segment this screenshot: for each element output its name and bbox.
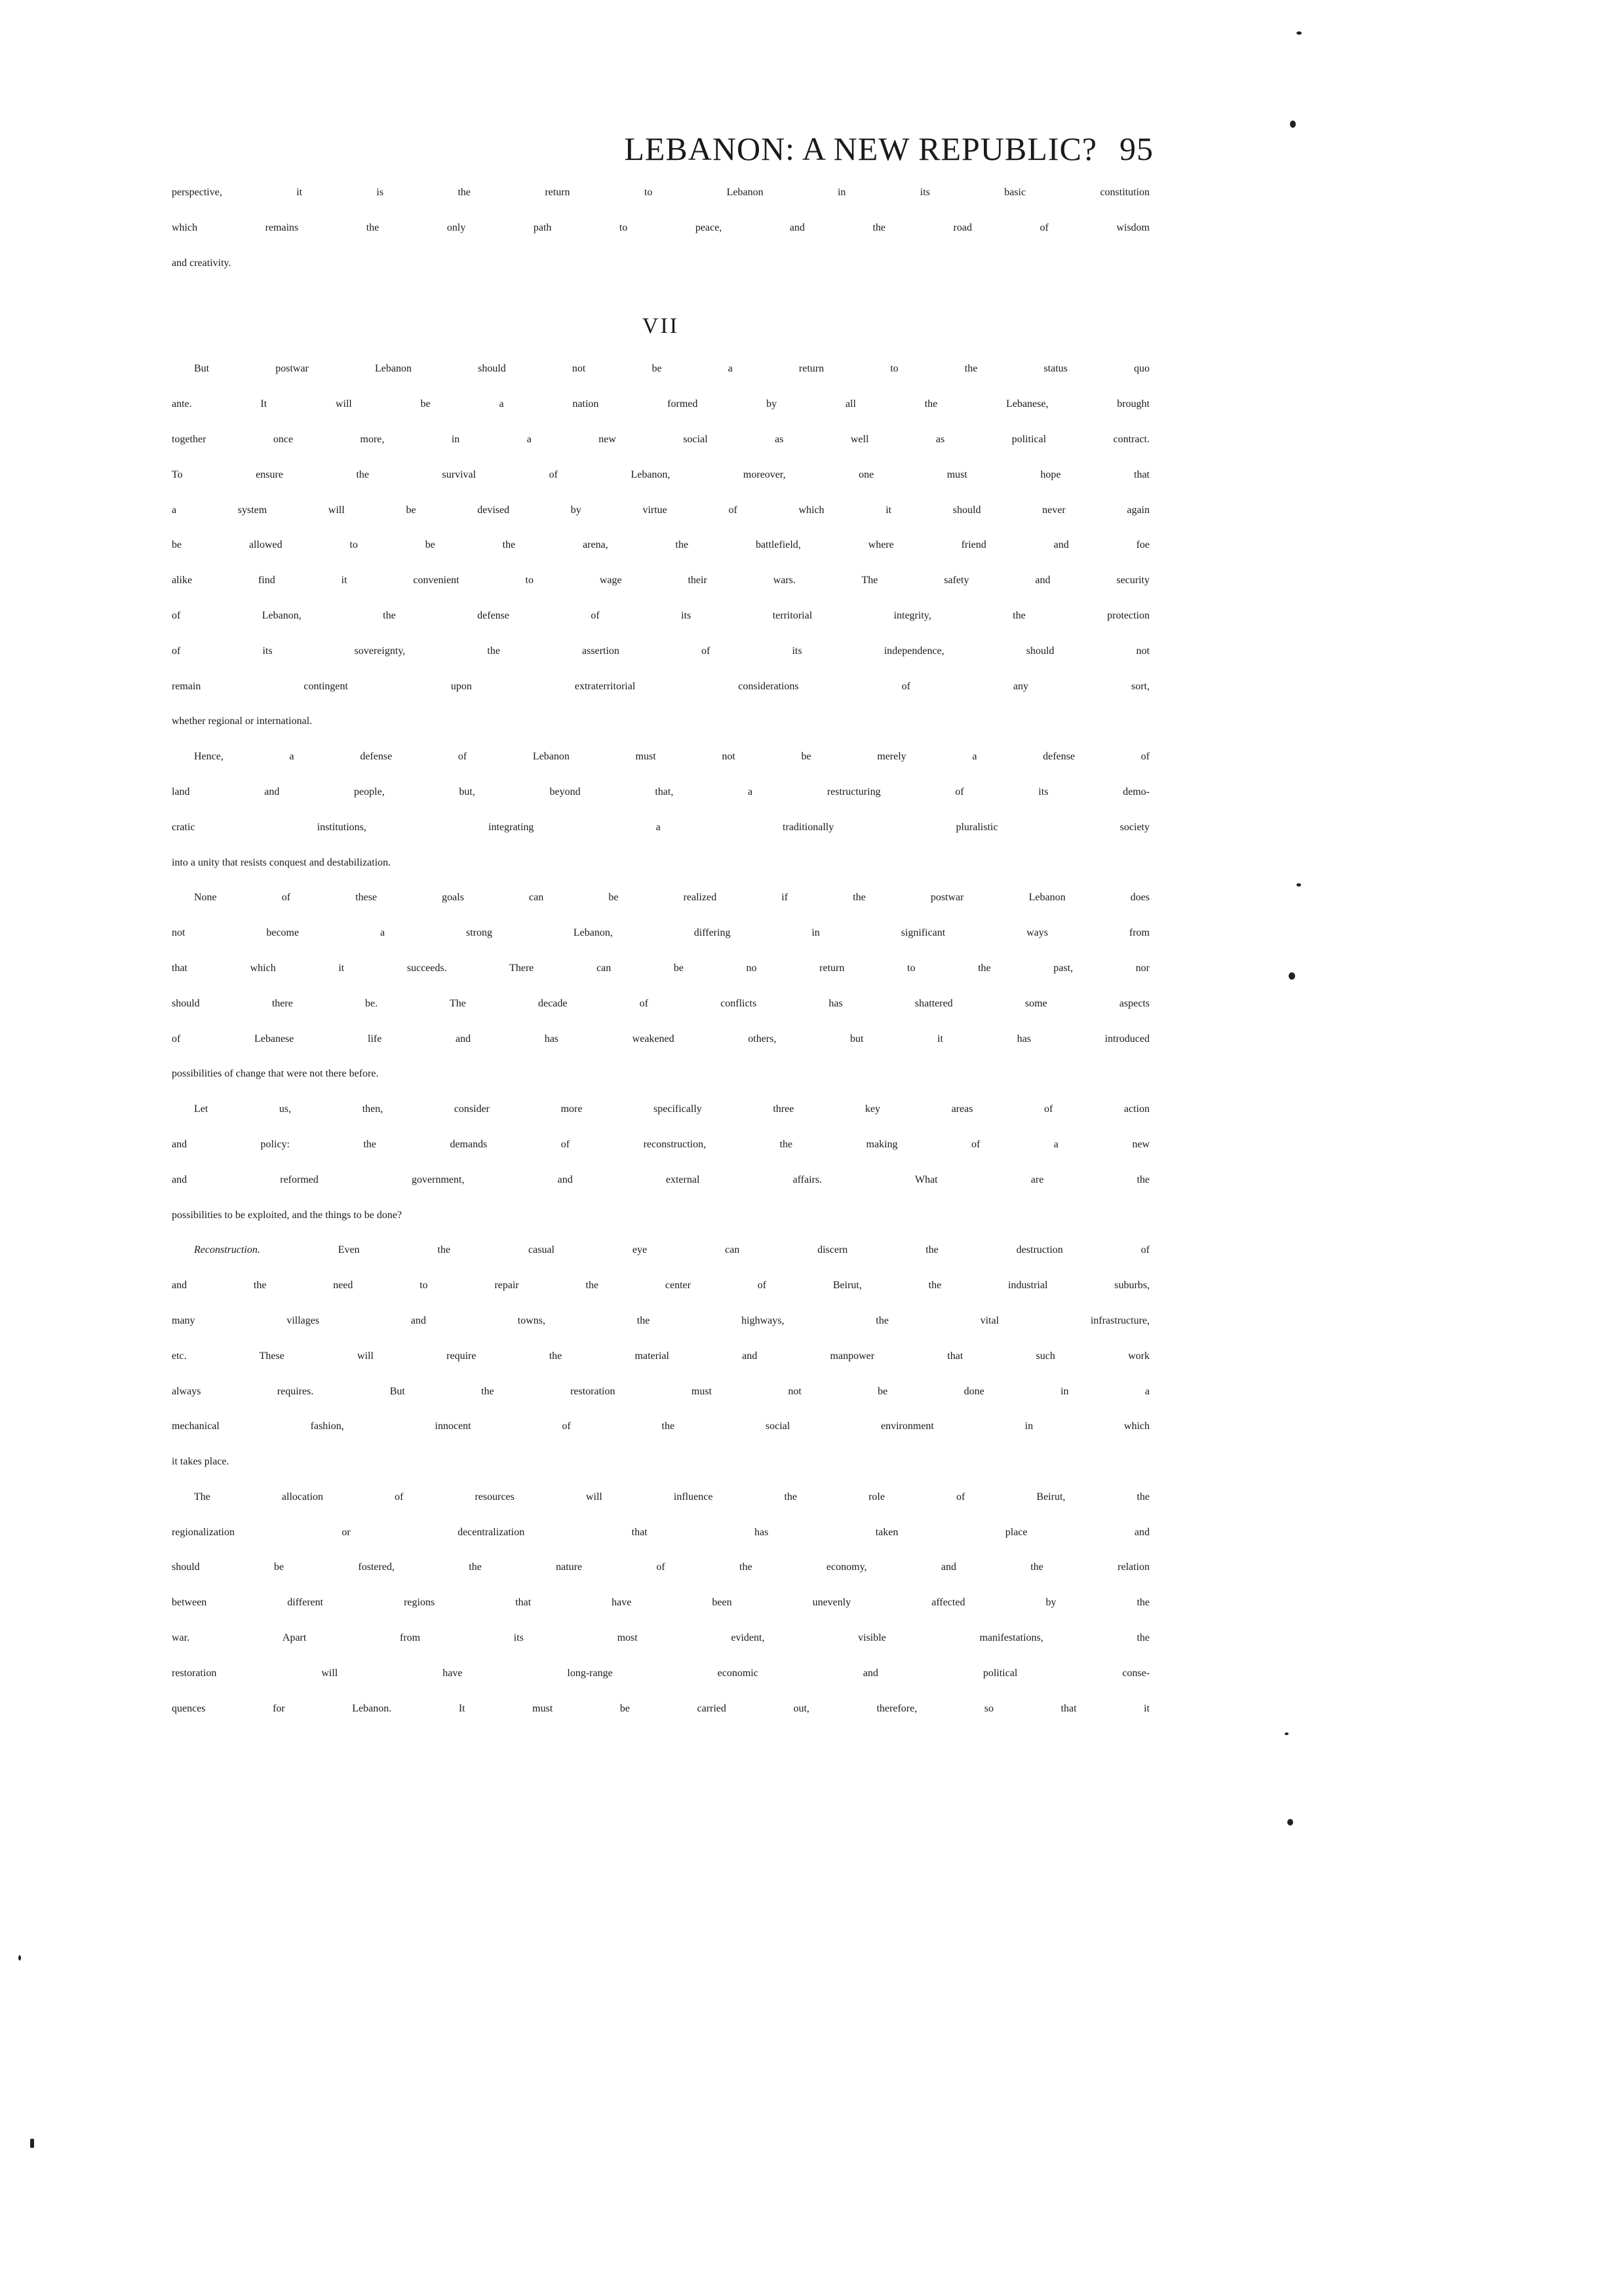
text-line: The allocation of resources will influence the role of Beirut, the xyxy=(194,1491,1150,1502)
text-line: and policy: the demands of reconstruction, the making of a new xyxy=(172,1138,1150,1150)
scan-speck xyxy=(1287,1819,1293,1826)
text-line: of Lebanon, the defense of its territorial integrity, the protection xyxy=(172,609,1150,621)
paragraph xyxy=(172,1103,1150,1244)
section-numeral: VII xyxy=(642,314,680,339)
text-line: cratic institutions, integrating a traditionally pluralistic society xyxy=(172,821,1150,833)
paragraph xyxy=(172,187,1150,292)
text-line: ante. It will be a nation formed by all the Lebanese, brought xyxy=(172,398,1150,410)
italic-lead: Reconstruction. xyxy=(194,1244,260,1256)
scan-speck xyxy=(1290,121,1296,128)
text-line: perspective, it is the return to Lebanon in its basic constitution xyxy=(172,187,1150,198)
scan-speck xyxy=(1296,883,1301,887)
running-head-title: LEBANON: A NEW REPUBLIC? xyxy=(624,130,1097,167)
text-line: should be fostered, the nature of the economy, and the relation xyxy=(172,1561,1150,1573)
text-line: Let us, then, consider more specifically three key areas of action xyxy=(194,1103,1150,1115)
text-line: many villages and towns, the highways, the vital infrastructure, xyxy=(172,1314,1150,1326)
text-line: To ensure the survival of Lebanon, moreover, one must hope that xyxy=(172,469,1150,480)
paragraph xyxy=(172,1491,1150,1738)
text-line: Hence, a defense of Lebanon must not be merely a defense of xyxy=(194,751,1150,763)
scan-speck xyxy=(1296,31,1302,35)
text-line: possibilities to be exploited, and the things to be done? xyxy=(172,1209,402,1221)
text-line: land and people, but, beyond that, a restructuring of its demo- xyxy=(172,786,1150,797)
text-line xyxy=(172,1244,1150,1280)
paragraph xyxy=(172,892,1150,1103)
text-line: of Lebanese life and has weakened others, but it has introduced xyxy=(172,1033,1150,1044)
paragraph xyxy=(172,363,1150,751)
text-line: into a unity that resists conquest and destabilization. xyxy=(172,856,391,868)
text-line: But postwar Lebanon should not be a return to the status quo xyxy=(194,363,1150,375)
text-line: not become a strong Lebanon, differing in significant ways from xyxy=(172,927,1150,939)
text-line: together once more, in a new social as well as political contract. xyxy=(172,433,1150,445)
running-head xyxy=(170,126,1154,172)
text-line: and creativity. xyxy=(172,257,231,269)
text-line: possibilities of change that were not there before. xyxy=(172,1068,379,1080)
text-line: etc. These will require the material and manpower that such work xyxy=(172,1350,1150,1362)
text-line: and reformed government, and external affairs. What are the xyxy=(172,1174,1150,1185)
text-line: should there be. The decade of conflicts has shattered some aspects xyxy=(172,997,1150,1009)
text-line: war. Apart from its most evident, visible manifestations, the xyxy=(172,1632,1150,1644)
text-line: a system will be devised by virtue of which it should never again xyxy=(172,504,1150,516)
paragraph xyxy=(172,751,1150,892)
scan-speck xyxy=(30,2139,34,2148)
text-run: Even the casual eye can discern the destruction of xyxy=(260,1244,1150,1256)
page-number: 95 xyxy=(1119,130,1154,167)
scan-speck xyxy=(18,1955,21,1961)
body-text xyxy=(172,187,1150,1738)
text-line: that which it succeeds. There can be no return to the past, nor xyxy=(172,962,1150,974)
text-line: which remains the only path to peace, and the road of wisdom xyxy=(172,221,1150,233)
text-line: between different regions that have been unevenly affected by the xyxy=(172,1597,1150,1609)
text-line: of its sovereignty, the assertion of its independence, should not xyxy=(172,645,1150,657)
text-line: alike find it convenient to wage their wars. The safety and security xyxy=(172,575,1150,586)
text-line: be allowed to be the arena, the battlefield, where friend and foe xyxy=(172,539,1150,551)
paragraph xyxy=(172,1244,1150,1491)
text-line: remain contingent upon extraterritorial considerations of any sort, xyxy=(172,680,1150,692)
text-line: and the need to repair the center of Beirut, the industrial suburbs, xyxy=(172,1280,1150,1292)
text-line: quences for Lebanon. It must be carried out, therefore, so that it xyxy=(172,1702,1150,1714)
text-line: mechanical fashion, innocent of the social environment in which xyxy=(172,1421,1150,1432)
text-line: always requires. But the restoration must not be done in a xyxy=(172,1385,1150,1397)
text-line: whether regional or international. xyxy=(172,716,313,727)
text-line: it takes place. xyxy=(172,1456,229,1468)
scan-speck xyxy=(1289,972,1295,980)
text-line: restoration will have long-range economic and political conse- xyxy=(172,1667,1150,1679)
scan-speck xyxy=(1285,1732,1289,1735)
text-line: regionalization or decentralization that has taken place and xyxy=(172,1526,1150,1538)
text-line: None of these goals can be realized if the postwar Lebanon does xyxy=(194,892,1150,904)
